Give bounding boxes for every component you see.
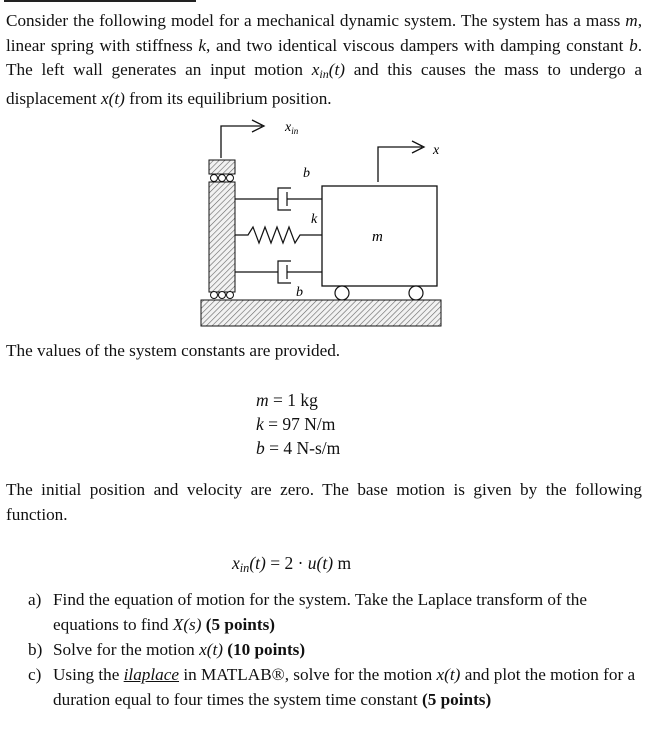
mass-wheels [335,286,423,300]
ground [201,300,441,326]
label-b-top: b [303,166,310,181]
question-c: c) Using the ilaplace in MATLAB®, solve for the motion x(t) and plot the motion for a duration equal to four times the system time constant (5 points) [28,665,636,709]
question-list [0,587,640,712]
intro-paragraph: Consider the following model for a mechanical dynamic system. The system has a mass m, linear spring with stiffness k, and two identical viscous dampers with damping constant b. The left wall generates an input motion $x_{in}(t)$ and this causes the mass to undergo a displacement x(t) from its equilibrium position. [6,11,642,108]
question-a: a) Find the equation of motion for the system. Take the Laplace transform of the equations to find X(s) (5 points) [28,590,588,634]
input-motion-arrow [221,120,264,158]
wall-top-cap [209,160,235,174]
values-paragraph: The values of the system constants are provided. [6,341,341,360]
question-b: b) Solve for the motion x(t) (10 points) [28,640,306,659]
moving-wall [209,182,235,292]
label-x: x [433,143,440,158]
label-k: k [311,212,318,227]
ilaplace-command: ilaplace [123,665,180,684]
label-b-bottom: b [296,285,303,300]
constant-damping: b = 4 N-s/m [256,438,341,458]
constant-mass: m = 1 kg [256,390,318,410]
label-m: m [372,229,383,245]
label-xin: $x_{in}$ [285,120,299,136]
initial-conditions-paragraph: The initial position and velocity are zero. The base motion is given by the following function. [6,480,642,524]
constant-stiffness: k = 97 N/m [256,414,336,434]
wall-top-rollers [211,175,234,182]
input-equation: $x_{in}(t) = 2 \cdot u(t)$ m [232,553,352,576]
wall-bottom-rollers [211,292,234,299]
constants-block [256,388,340,460]
damper-top [235,188,322,210]
output-motion-arrow [378,141,424,182]
spring [235,227,322,243]
damper-bottom [235,261,322,283]
